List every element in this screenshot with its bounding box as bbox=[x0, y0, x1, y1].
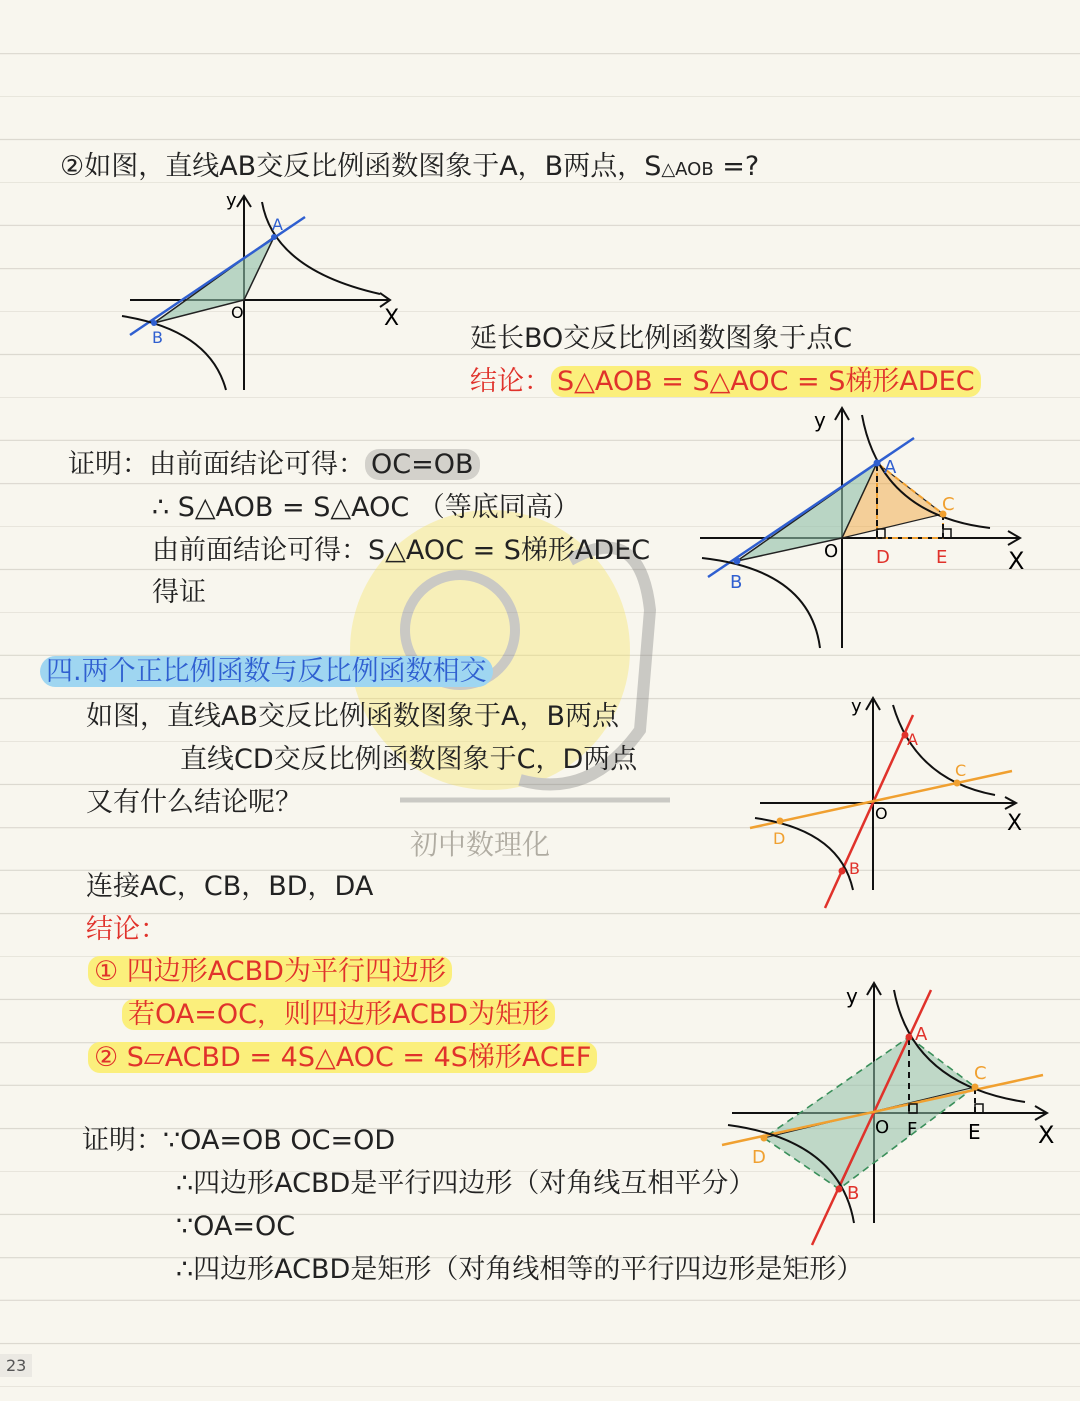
proof4-line3: ∵OA=OC bbox=[176, 1211, 296, 1242]
conclusion-1: ① 四边形ACBD为平行四边形 bbox=[88, 955, 452, 989]
svg-text:O: O bbox=[875, 804, 888, 823]
section4-conclusion-label: 结论： bbox=[86, 914, 167, 945]
svg-text:B: B bbox=[730, 572, 743, 593]
conclusion-2: ② S▱ACBD = 4S△AOC = 4S梯形ACEF bbox=[88, 1041, 597, 1075]
svg-text:O: O bbox=[824, 541, 839, 562]
proof4-line4: ∴四边形ACBD是矩形（对角线相等的平行四边形是矩形） bbox=[176, 1254, 864, 1285]
svg-text:A: A bbox=[915, 1024, 928, 1045]
svg-text:y: y bbox=[814, 408, 826, 432]
section4-q2: 直线CD交反比例函数图象于C，D两点 bbox=[180, 744, 638, 775]
svg-text:B: B bbox=[849, 859, 860, 878]
svg-text:X: X bbox=[384, 306, 400, 331]
svg-text:X: X bbox=[1038, 1121, 1055, 1149]
connect-text: 连接AC，CB，BD，DA bbox=[86, 871, 374, 902]
svg-text:B: B bbox=[152, 328, 163, 347]
svg-text:E: E bbox=[936, 547, 948, 568]
svg-text:y: y bbox=[846, 984, 858, 1008]
graph-4 bbox=[720, 975, 1065, 1250]
svg-text:C: C bbox=[974, 1063, 987, 1084]
svg-text:D: D bbox=[752, 1147, 766, 1168]
graph-1 bbox=[110, 190, 410, 400]
svg-text:D: D bbox=[773, 829, 786, 848]
proof2-line3: 由前面结论可得：S△AOC = S梯形ADEC bbox=[152, 535, 651, 566]
svg-text:A: A bbox=[272, 215, 283, 234]
proof2-line2: ∴ S△AOB = S△AOC （等底同高） bbox=[152, 492, 580, 523]
graph-3 bbox=[745, 690, 1035, 915]
conclusion-1b: 若OA=OC，则四边形ACBD为矩形 bbox=[122, 998, 555, 1032]
section2-question: ②如图，直线AB交反比例函数图象于A，B两点，S△AOB =? bbox=[60, 151, 760, 182]
svg-text:y: y bbox=[851, 696, 862, 717]
graph-2 bbox=[690, 405, 1040, 655]
proof2-line1: 证明：由前面结论可得： OC=OB bbox=[68, 448, 480, 482]
svg-text:O: O bbox=[231, 303, 244, 322]
svg-text:F: F bbox=[907, 1119, 918, 1140]
proof4-line1: 证明：∵OA=OB OC=OD bbox=[82, 1125, 396, 1156]
svg-text:O: O bbox=[875, 1117, 890, 1138]
svg-text:E: E bbox=[968, 1120, 981, 1144]
svg-text:B: B bbox=[847, 1183, 860, 1204]
svg-text:y: y bbox=[226, 190, 237, 211]
proof4-line2: ∴四边形ACBD是平行四边形（对角线互相平分） bbox=[176, 1168, 756, 1199]
proof2-line4: 得证 bbox=[152, 577, 206, 608]
section4-heading: 四.两个正比例函数与反比例函数相交 bbox=[40, 655, 493, 689]
section4-q1: 如图，直线AB交反比例函数图象于A，B两点 bbox=[86, 701, 619, 732]
watermark-text: 初中数理化 bbox=[410, 828, 551, 861]
page-number: 23 bbox=[0, 1354, 32, 1377]
svg-text:D: D bbox=[876, 547, 890, 568]
svg-text:A: A bbox=[907, 730, 918, 749]
svg-text:A: A bbox=[884, 457, 897, 478]
section2-conclusion: 结论： S△AOB = S△AOC = S梯形ADEC bbox=[470, 365, 981, 399]
svg-text:C: C bbox=[942, 494, 955, 515]
svg-text:C: C bbox=[955, 761, 967, 780]
extend-text: 延长BO交反比例函数图象于点C bbox=[470, 323, 853, 354]
svg-text:X: X bbox=[1007, 811, 1023, 836]
svg-text:X: X bbox=[1008, 547, 1025, 575]
section4-q3: 又有什么结论呢？ bbox=[86, 787, 302, 818]
